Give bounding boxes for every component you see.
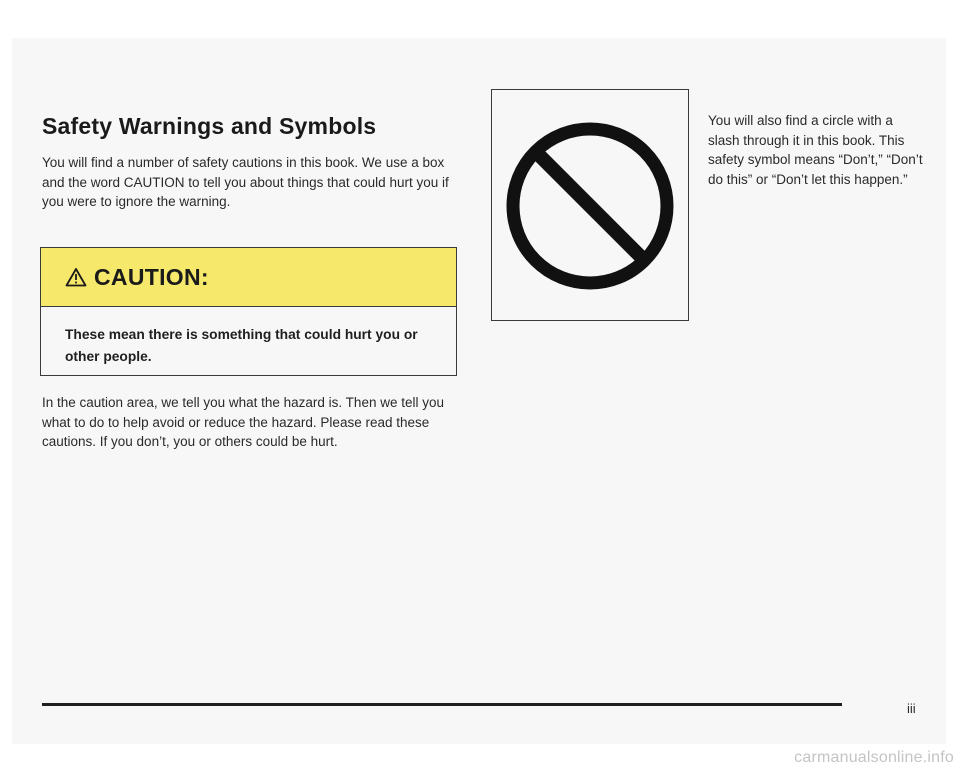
intro-paragraph: You will find a number of safety cautions in this book. We use a box and the word CAUTION to tell you about things that could hurt you if you were to ignore the warning.: [42, 155, 449, 210]
warning-triangle-icon: [65, 267, 87, 287]
caution-body: These mean there is something that could hurt you or other people.: [65, 327, 418, 364]
page-number: iii: [907, 701, 916, 716]
caution-label: CAUTION:: [94, 263, 209, 290]
caution-box: [40, 247, 457, 376]
page-title: Safety Warnings and Symbols: [42, 113, 377, 139]
footer-rule: [42, 703, 842, 706]
outro-paragraph: In the caution area, we tell you what the hazard is. Then we tell you what to do to help avoid or reduce the hazard. Please read these cautions. If you don’t, you or others could be hurt.: [42, 395, 444, 450]
safety-symbol-box: [491, 89, 689, 321]
circle-symbol-paragraph: You will also find a circle with a slash through it in this book. This safety symbol means “Don’t,” “Don’t do this” or “Don’t let this happen.”: [708, 113, 923, 187]
watermark: carmanualsonline.info: [794, 749, 954, 766]
caution-header: [41, 248, 456, 307]
